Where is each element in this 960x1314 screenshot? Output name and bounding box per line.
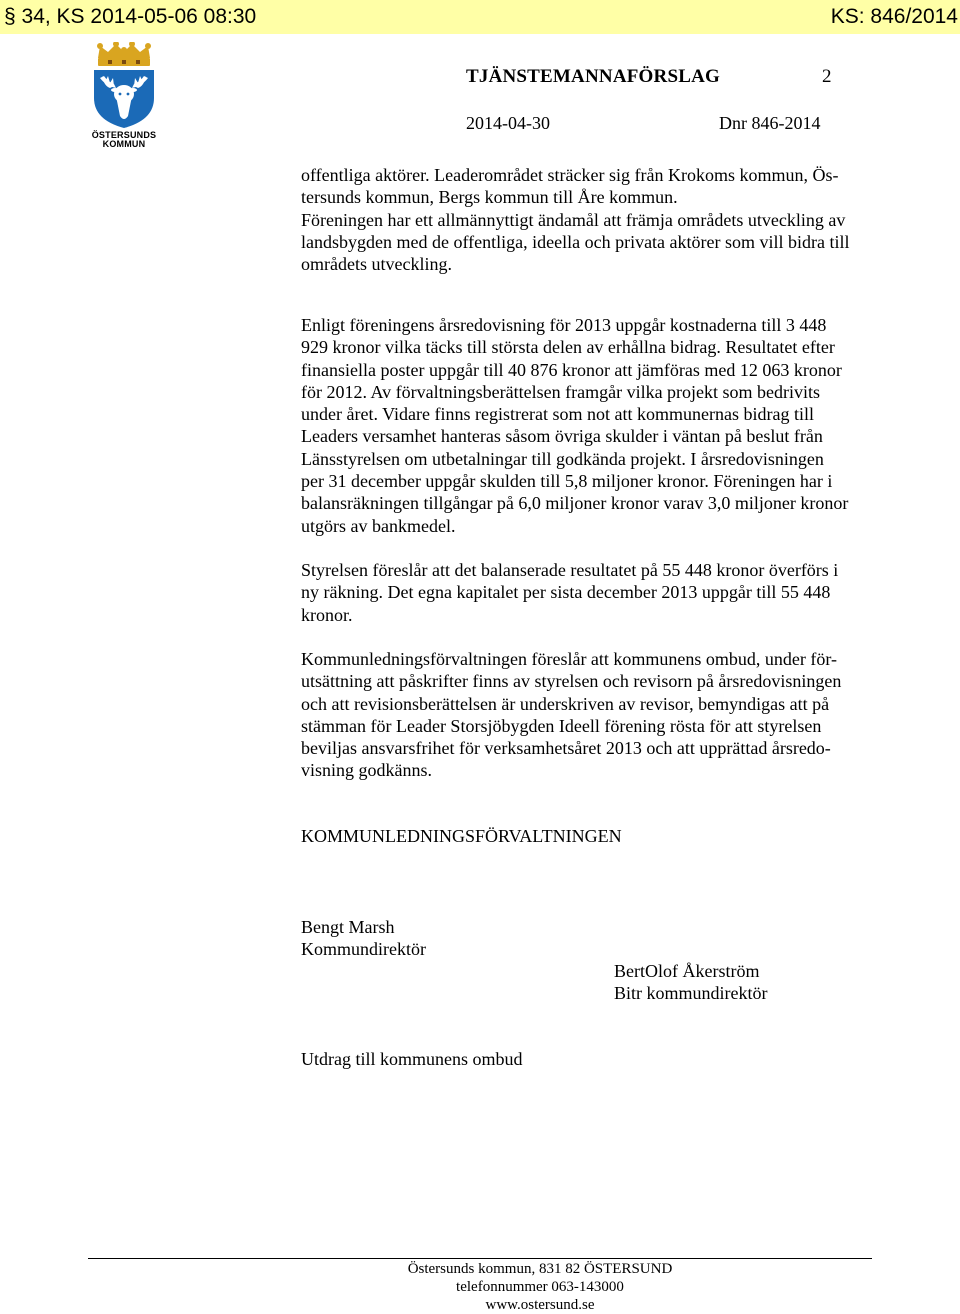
text-line: 929 kronor vilka täcks till största delen av erhållna bidrag. Resultatet efter: [301, 337, 835, 358]
text-line: per 31 december uppgår skulden till 5,8 miljoner kronor. Föreningen har i: [301, 471, 833, 492]
document-type: TJÄNSTEMANNAFÖRSLAG: [466, 66, 720, 87]
page-footer: [290, 1260, 790, 1314]
signatory-title: Bitr kommundirektör: [614, 983, 768, 1003]
paragraph-association-info: [301, 164, 901, 275]
municipality-logo: [86, 42, 162, 148]
signatory-name: BertOlof Åkerström: [614, 961, 760, 981]
coat-of-arms-icon: [86, 42, 162, 128]
text-line: ny räkning. Det egna kapitalet per sista december 2013 uppgår till 55 448: [301, 582, 831, 603]
paragraph-administration-proposal: [301, 648, 901, 782]
logo-line-1: ÖSTERSUNDS: [91, 130, 157, 140]
case-banner: [0, 0, 960, 34]
case-reference: § 34, KS 2014-05-06 08:30: [4, 5, 257, 28]
footer-divider: [88, 1258, 872, 1259]
text-line: och att revisionsberättelsen är underskriven av revisor, bemyndigas att på: [301, 693, 830, 714]
text-line: Länsstyrelsen om utbetalningar till godkända projekt. I årsredovisningen: [301, 448, 824, 469]
footer-address: Östersunds kommun, 831 82 ÖSTERSUND: [407, 1261, 673, 1277]
page-number: 2: [822, 66, 832, 87]
document-date: 2014-04-30: [466, 113, 550, 133]
paragraph-board-proposal: [301, 559, 901, 626]
text-line: under året. Vidare finns registrerat som not att kommunernas bidrag till: [301, 404, 814, 425]
text-line: beviljas ansvarsfrihet för verksamhetsåret 2013 och att upprättad årsredo-: [301, 738, 831, 759]
footer-phone: telefonnummer 063-143000: [456, 1279, 624, 1295]
text-line: stämman för Leader Storsjöbygden Ideell förening rösta för att styrelsen: [301, 715, 822, 736]
footer-website-link[interactable]: www.ostersund.se: [485, 1297, 595, 1313]
document-reference: Dnr 846-2014: [719, 113, 821, 133]
text-line: för 2012. Av förvaltningsberättelsen framgår vilka projekt som bedrivits: [301, 381, 821, 402]
signature-block-1: [301, 916, 426, 960]
text-line: balansräkningen tillgångar på 6,0 miljoner kronor varav 3,0 miljoner kronor: [301, 493, 849, 514]
logo-line-2: KOMMUN: [102, 139, 146, 149]
text-line: landsbygden med de offentliga, ideella och privata aktörer som vill bidra till: [301, 231, 850, 252]
text-line: Leaders versamhet hanteras såsom övriga skulder i väntan på beslut från: [301, 426, 823, 447]
signatory-name: Bengt Marsh: [301, 917, 395, 937]
text-line: Styrelsen föreslår att det balanserade resultatet på 55 448 kronor överförs i: [301, 560, 839, 580]
text-line: utgörs av bankmedel.: [301, 515, 456, 536]
case-number: KS: 846/2014: [830, 5, 958, 28]
text-line: visning godkänns.: [301, 760, 433, 781]
text-line: utsättning att påskrifter finns av styrelsen och revisorn på årsredovisningen: [301, 671, 842, 692]
text-line: offentliga aktörer. Leaderområdet sträcker sig från Krokoms kommun, Ös-: [301, 165, 839, 185]
text-line: kronor.: [301, 604, 353, 625]
text-line: Föreningen har ett allmännyttigt ändamål att främja områdets utveckling av: [301, 209, 846, 230]
text-line: Enligt föreningens årsredovisning för 2013 uppgår kostnaderna till 3 448: [301, 315, 827, 335]
extract-note: Utdrag till kommunens ombud: [301, 1049, 523, 1069]
signatory-title: Kommundirektör: [301, 939, 426, 959]
text-line: Kommunledningsförvaltningen föreslår att kommunens ombud, under för-: [301, 649, 838, 669]
signature-block-2: [614, 960, 767, 1004]
text-line: tersunds kommun, Bergs kommun till Åre kommun.: [301, 187, 678, 208]
paragraph-annual-report: [301, 314, 901, 537]
organization-name: KOMMUNLEDNINGSFÖRVALTNINGEN: [301, 826, 622, 846]
text-line: finansiella poster uppgår till 40 876 kronor att jämföras med 12 063 kronor: [301, 359, 842, 380]
text-line: områdets utveckling.: [301, 254, 452, 275]
